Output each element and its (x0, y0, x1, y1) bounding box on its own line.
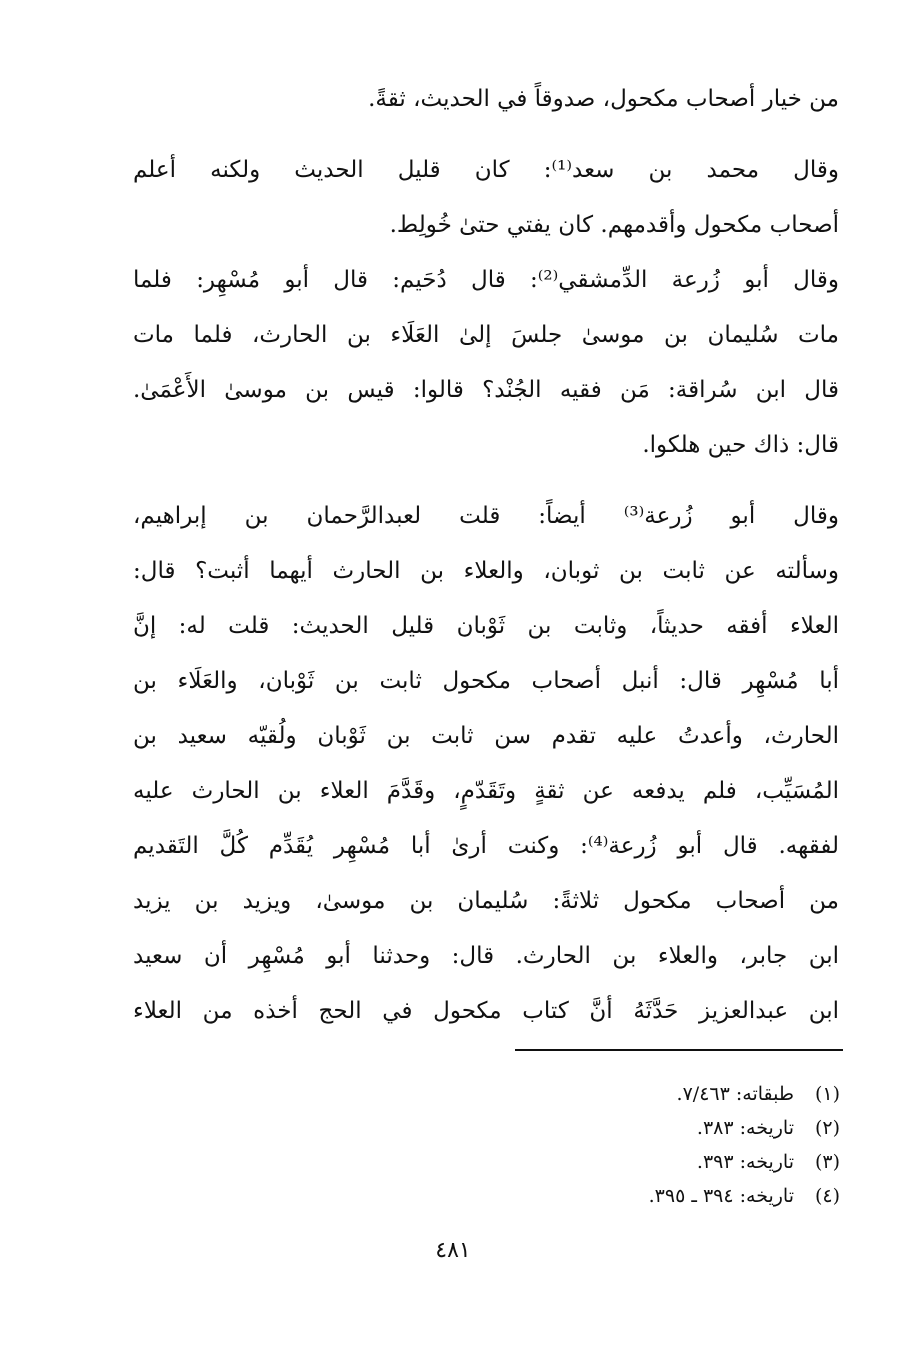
text-line: قال: ذاك حين هلكوا. (642, 432, 839, 458)
footnote-number: (١) (814, 1083, 840, 1105)
footnote-item (540, 1077, 840, 1111)
main-text (133, 72, 839, 1039)
text-line: الحارث، وأعدتُ عليه تقدم سن ثابت بن ثَوْبان ولُقيّه سعيد بن (133, 723, 839, 749)
text-line: ابن جابر، والعلاء بن الحارث. قال: وحدثنا أبو مُسْهِر أن سعيد (133, 943, 839, 969)
text-line: ابن عبدالعزيز حَدَّثَهُ أنَّ كتاب مكحول في الحج أخذه من العلاء (133, 998, 839, 1024)
text-line: من أصحاب مكحول ثلاثةً: سُليمان بن موسىٰ، ويزيد بن يزيد (133, 888, 839, 914)
text-line: أصحاب مكحول وأقدمهم. كان يفتي حتىٰ خُولِط. (389, 212, 839, 238)
footnote-text: تاريخه: ٣٩٣. (696, 1151, 794, 1173)
text-line: وقال أبو زُرعة الدِّمشقي⁽²⁾: قال دُحَيم: قال أبو مُسْهِر: فلما (133, 267, 839, 293)
footnote-text: تاريخه: ٣٨٣. (696, 1117, 794, 1139)
footnotes (540, 1077, 840, 1213)
text-line: مات سُليمان بن موسىٰ جلسَ إلىٰ العَلَاء بن الحارث، فلما مات (133, 322, 839, 348)
text-line: وسألته عن ثابت بن ثوبان، والعلاء بن الحارث أيهما أثبت؟ قال: (133, 558, 839, 584)
footnote-number: (٣) (814, 1151, 840, 1173)
footnote-item (540, 1111, 840, 1145)
paragraph (133, 143, 839, 253)
text-line: المُسَيِّب، فلم يدفعه عن ثقةٍ وتَقَدّمٍ، وقَدَّمَ العلاء بن الحارث عليه (133, 778, 839, 804)
paragraph (133, 253, 839, 473)
text-line: لفقهه. قال أبو زُرعة⁽⁴⁾: وكنت أرىٰ أبا مُسْهِر يُقَدِّم كُلَّ التَقديم (133, 833, 839, 859)
footnote-text: طبقاته: ٧/٤٦٣. (676, 1083, 794, 1105)
text-line: من خيار أصحاب مكحول، صدوقاً في الحديث، ثقةً. (368, 86, 839, 112)
footnote-item (540, 1145, 840, 1179)
footnote-number: (٢) (814, 1117, 840, 1139)
text-line: أبا مُسْهِر قال: أنبل أصحاب مكحول ثابت بن ثَوْبان، والعَلَاء بن (133, 668, 839, 694)
paragraph (133, 72, 839, 127)
text-line: وقال أبو زُرعة⁽³⁾ أيضاً: قلت لعبدالرَّحمان بن إبراهيم، (133, 503, 839, 529)
footnote-item (540, 1179, 840, 1213)
page-number: ٤٨١ (435, 1238, 471, 1263)
footnote-number: (٤) (814, 1185, 840, 1207)
text-line: وقال محمد بن سعد⁽¹⁾: كان قليل الحديث ولكنه أعلم (133, 157, 839, 183)
footnote-separator (515, 1049, 843, 1051)
text-line: قال ابن سُراقة: مَن فقيه الجُنْد؟ قالوا: قيس بن موسىٰ الأَعْمَىٰ. (133, 377, 839, 403)
paragraph (133, 489, 839, 1039)
footnote-text: تاريخه: ٣٩٤ ـ ٣٩٥. (648, 1185, 794, 1207)
text-line: العلاء أفقه حديثاً، وثابت بن ثَوْبان قليل الحديث: قلت له: إنَّ (133, 613, 839, 639)
